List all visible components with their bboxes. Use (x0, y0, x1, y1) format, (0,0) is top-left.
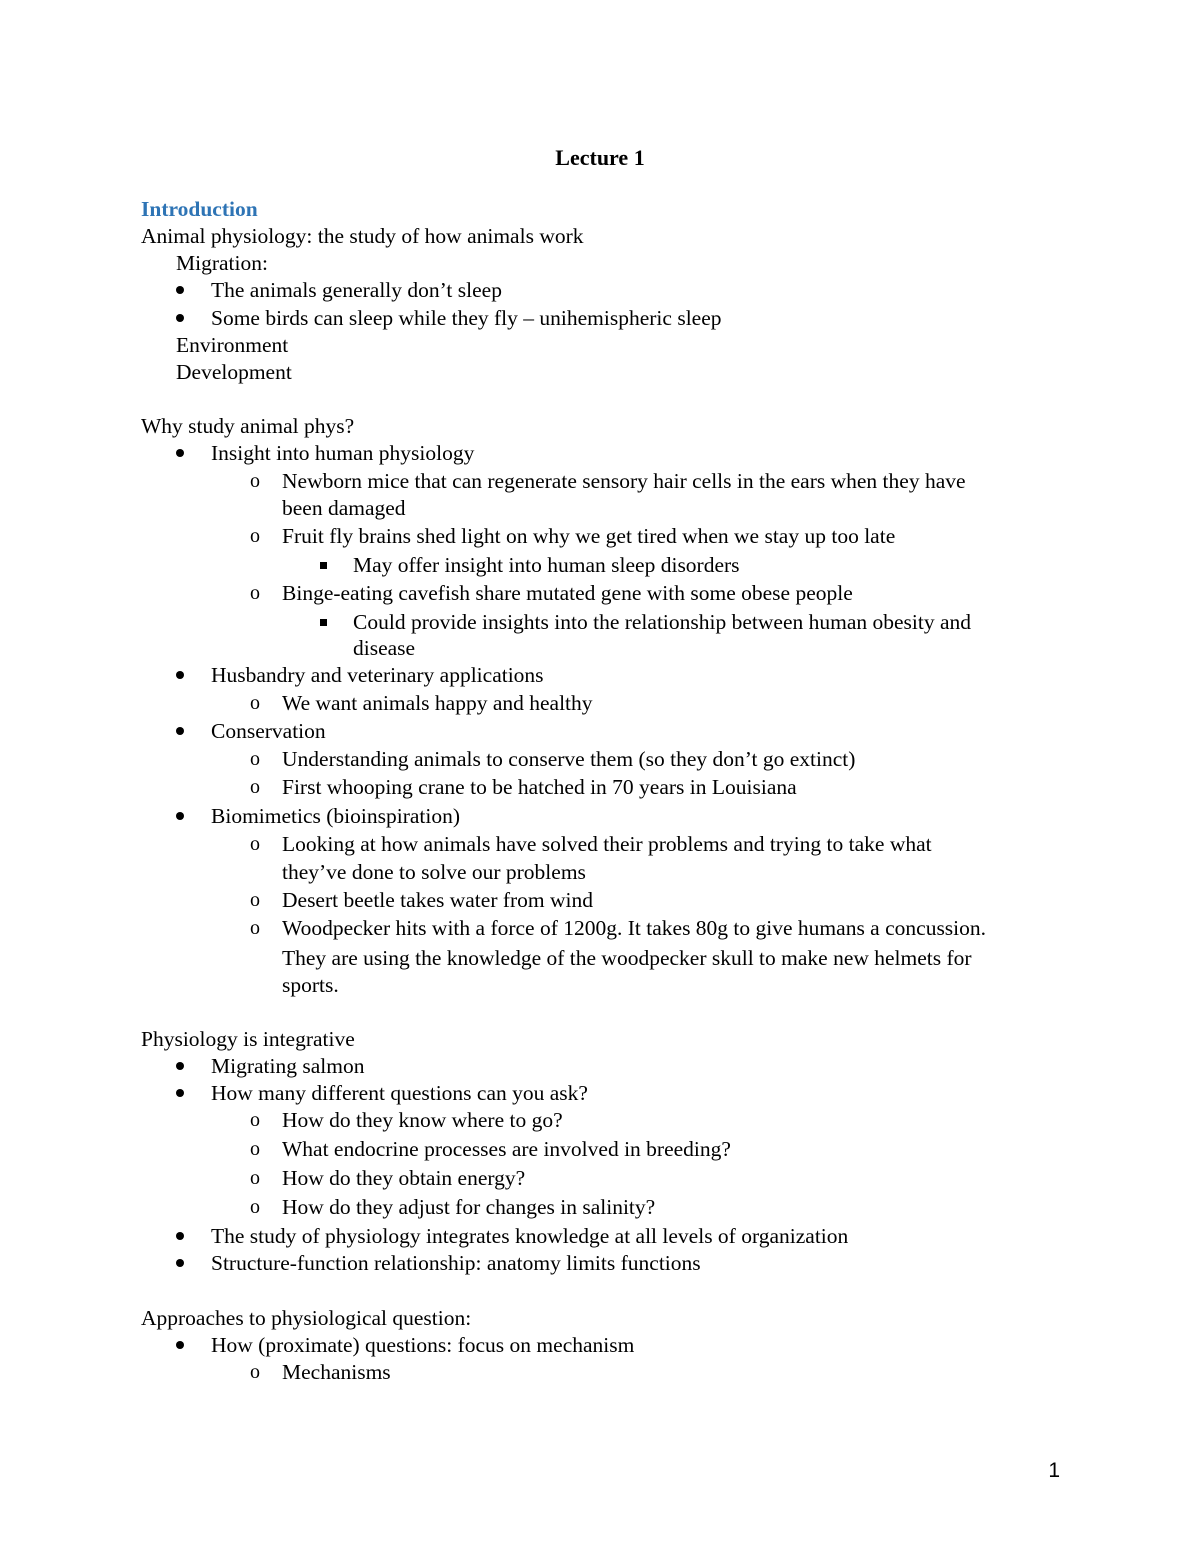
text-line: Development (176, 360, 292, 384)
list-item: Binge-eating cavefish share mutated gene with some obese people (282, 581, 853, 605)
square-bullet-icon (313, 609, 333, 636)
text-line: Migration: (176, 251, 268, 275)
list-item: We want animals happy and healthy (282, 691, 593, 715)
circle-bullet-icon: o (250, 1196, 260, 1218)
list-item: How many different questions can you ask? (211, 1081, 588, 1105)
list-item: Newborn mice that can regenerate sensory hair cells in the ears when they have (282, 469, 966, 493)
list-item: Woodpecker hits with a force of 1200g. It takes 80g to give humans a concussion. (282, 916, 987, 940)
list-item: May offer insight into human sleep disorders (353, 553, 740, 577)
circle-bullet-icon: o (250, 1138, 260, 1160)
bullet-icon (170, 803, 190, 830)
list-item: Migrating salmon (211, 1054, 365, 1078)
bullet-icon (170, 440, 190, 467)
bullet-icon (170, 1332, 190, 1359)
bullet-icon (170, 277, 190, 304)
text-line: They are using the knowledge of the woodpecker skull to make new helmets for (282, 946, 972, 970)
text-line: Approaches to physiological question: (141, 1306, 472, 1330)
list-item: Husbandry and veterinary applications (211, 663, 544, 687)
list-item: Insight into human physiology (211, 441, 475, 465)
circle-bullet-icon: o (250, 748, 260, 770)
text-line: they’ve done to solve our problems (282, 860, 586, 884)
page-title: Lecture 1 (555, 145, 645, 170)
text-line: sports. (282, 973, 339, 997)
text-line: disease (353, 636, 416, 660)
circle-bullet-icon: o (250, 1167, 260, 1189)
list-item: How do they obtain energy? (282, 1166, 526, 1190)
list-item: Fruit fly brains shed light on why we get tired when we stay up too late (282, 524, 896, 548)
text-line: been damaged (282, 496, 406, 520)
circle-bullet-icon: o (250, 1109, 260, 1131)
list-item: What endocrine processes are involved in breeding? (282, 1137, 731, 1161)
circle-bullet-icon: o (250, 525, 260, 547)
list-item: Biomimetics (bioinspiration) (211, 804, 461, 828)
list-item: Conservation (211, 719, 326, 743)
circle-bullet-icon: o (250, 776, 260, 798)
bullet-icon (170, 1080, 190, 1107)
circle-bullet-icon: o (250, 692, 260, 714)
circle-bullet-icon: o (250, 1361, 260, 1383)
square-bullet-icon (313, 552, 333, 579)
text-line: Why study animal phys? (141, 414, 355, 438)
list-item: Looking at how animals have solved their problems and trying to take what (282, 832, 932, 856)
bullet-icon (170, 1053, 190, 1080)
circle-bullet-icon: o (250, 889, 260, 911)
list-item: The animals generally don’t sleep (211, 278, 502, 302)
list-item: Structure-function relationship: anatomy limits functions (211, 1251, 701, 1275)
text-line: Physiology is integrative (141, 1027, 355, 1051)
bullet-icon (170, 718, 190, 745)
list-item: How do they adjust for changes in salinity? (282, 1195, 656, 1219)
bullet-icon (170, 662, 190, 689)
circle-bullet-icon: o (250, 470, 260, 492)
list-item: Desert beetle takes water from wind (282, 888, 594, 912)
text-line: Animal physiology: the study of how animals work (141, 224, 584, 248)
list-item: How do they know where to go? (282, 1108, 563, 1132)
list-item: How (proximate) questions: focus on mechanism (211, 1333, 635, 1357)
text-line: Environment (176, 333, 289, 357)
bullet-icon (170, 1223, 190, 1250)
page-number: 1 (1048, 1459, 1060, 1482)
list-item: First whooping crane to be hatched in 70 years in Louisiana (282, 775, 797, 799)
bullet-icon (170, 305, 190, 332)
list-item: The study of physiology integrates knowledge at all levels of organization (211, 1224, 849, 1248)
list-item: Could provide insights into the relationship between human obesity and (353, 610, 972, 634)
list-item: Understanding animals to conserve them (so they don’t go extinct) (282, 747, 856, 771)
circle-bullet-icon: o (250, 582, 260, 604)
list-item: Some birds can sleep while they fly – unihemispheric sleep (211, 306, 722, 330)
list-item: Mechanisms (282, 1360, 391, 1384)
circle-bullet-icon: o (250, 833, 260, 855)
section-heading: Introduction (141, 197, 258, 221)
bullet-icon (170, 1250, 190, 1277)
circle-bullet-icon: o (250, 917, 260, 939)
